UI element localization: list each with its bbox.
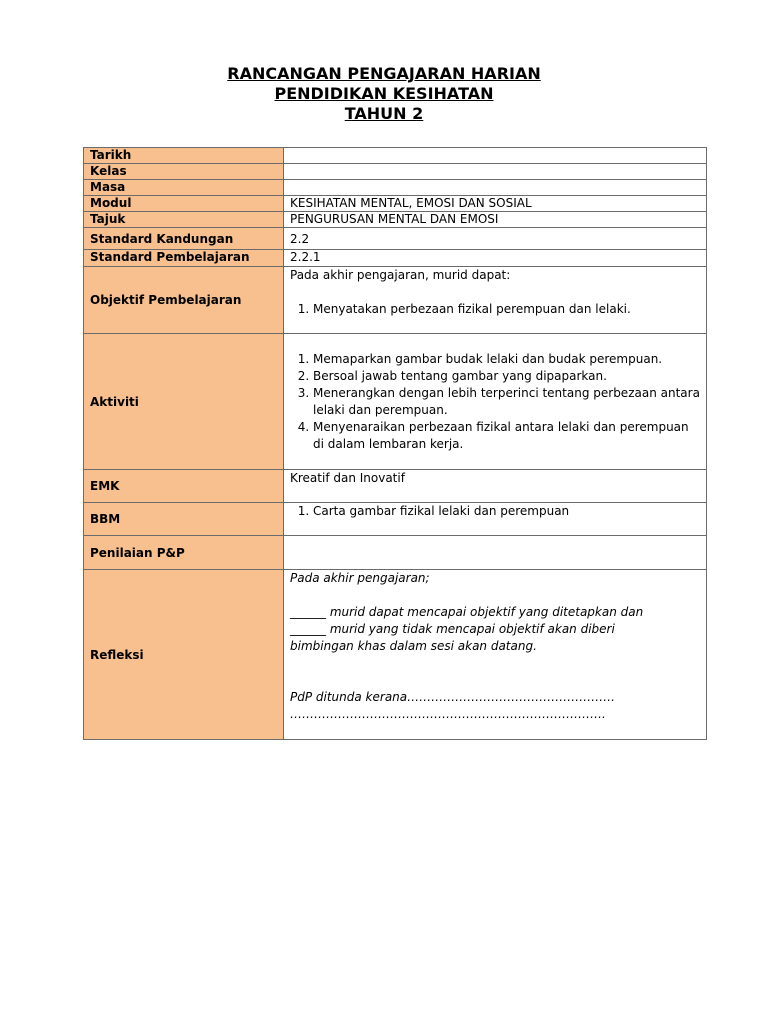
- row-refleksi: [84, 570, 707, 740]
- label-emk: EMK: [84, 470, 284, 503]
- value-kelas[interactable]: [284, 164, 707, 180]
- label-standard-kandungan: Standard Kandungan: [84, 228, 284, 250]
- refleksi-line-3: bimbingan khas dalam sesi akan datang.: [290, 639, 537, 653]
- value-standard-kandungan: 2.2: [284, 228, 707, 250]
- label-objektif: Objektif Pembelajaran: [84, 267, 284, 334]
- list-item: 1. Carta gambar fizikal lelaki dan perempuan: [313, 503, 700, 520]
- row-objektif: [84, 267, 707, 334]
- list-item: 1. Menyatakan perbezaan fizikal perempuan dan lelaki.: [313, 301, 700, 318]
- refleksi-dots: …………………………………………………………………….: [290, 707, 606, 721]
- label-refleksi: Refleksi: [84, 570, 284, 740]
- value-tarikh[interactable]: [284, 148, 707, 164]
- bbm-list: [290, 503, 700, 520]
- aktiviti-list: [290, 351, 700, 453]
- value-emk: Kreatif dan Inovatif: [284, 470, 707, 503]
- label-tajuk: Tajuk: [84, 212, 284, 228]
- label-standard-pembelajaran: Standard Pembelajaran: [84, 250, 284, 267]
- label-bbm: BBM: [84, 503, 284, 536]
- refleksi-intro: Pada akhir pengajaran;: [290, 571, 430, 585]
- row-kelas: [84, 164, 707, 180]
- row-emk: [84, 470, 707, 503]
- row-masa: [84, 180, 707, 196]
- value-refleksi: [284, 570, 707, 740]
- value-objektif: [284, 267, 707, 334]
- document-title: [0, 64, 768, 124]
- label-tarikh: Tarikh: [84, 148, 284, 164]
- value-modul: KESIHATAN MENTAL, EMOSI DAN SOSIAL: [284, 196, 707, 212]
- title-line-2: PENDIDIKAN KESIHATAN: [274, 84, 494, 103]
- value-penilaian[interactable]: [284, 536, 707, 570]
- row-penilaian: [84, 536, 707, 570]
- list-item: 1. Memaparkan gambar budak lelaki dan budak perempuan.: [313, 351, 700, 368]
- row-standard-kandungan: [84, 228, 707, 250]
- row-modul: [84, 196, 707, 212]
- value-aktiviti: [284, 334, 707, 470]
- label-modul: Modul: [84, 196, 284, 212]
- row-tajuk: [84, 212, 707, 228]
- value-standard-pembelajaran: 2.2.1: [284, 250, 707, 267]
- refleksi-pdp: PdP ditunda kerana…………………………………………….: [290, 690, 615, 704]
- value-tajuk: PENGURUSAN MENTAL DAN EMOSI: [284, 212, 707, 228]
- list-item: 3. Menerangkan dengan lebih terperinci tentang perbezaan antara lelaki dan perempuan.: [313, 385, 700, 419]
- objektif-intro: Pada akhir pengajaran, murid dapat:: [290, 268, 511, 282]
- objektif-list: [290, 301, 700, 318]
- row-aktiviti: [84, 334, 707, 470]
- refleksi-line-2: ______ murid yang tidak mencapai objektif akan diberi: [290, 622, 615, 636]
- label-penilaian: Penilaian P&P: [84, 536, 284, 570]
- title-line-3: TAHUN 2: [344, 104, 424, 123]
- label-masa: Masa: [84, 180, 284, 196]
- title-line-1: RANCANGAN PENGAJARAN HARIAN: [227, 64, 541, 83]
- list-item: 4. Menyenaraikan perbezaan fizikal antara lelaki dan perempuan di dalam lembaran kerja.: [313, 419, 700, 453]
- label-kelas: Kelas: [84, 164, 284, 180]
- list-item: 2. Bersoal jawab tentang gambar yang dipaparkan.: [313, 368, 700, 385]
- refleksi-line-1: ______ murid dapat mencapai objektif yang ditetapkan dan: [290, 605, 644, 619]
- lesson-plan-table: [83, 147, 707, 740]
- row-bbm: [84, 503, 707, 536]
- value-masa[interactable]: [284, 180, 707, 196]
- row-tarikh: [84, 148, 707, 164]
- label-aktiviti: Aktiviti: [84, 334, 284, 470]
- row-standard-pembelajaran: [84, 250, 707, 267]
- value-bbm: [284, 503, 707, 536]
